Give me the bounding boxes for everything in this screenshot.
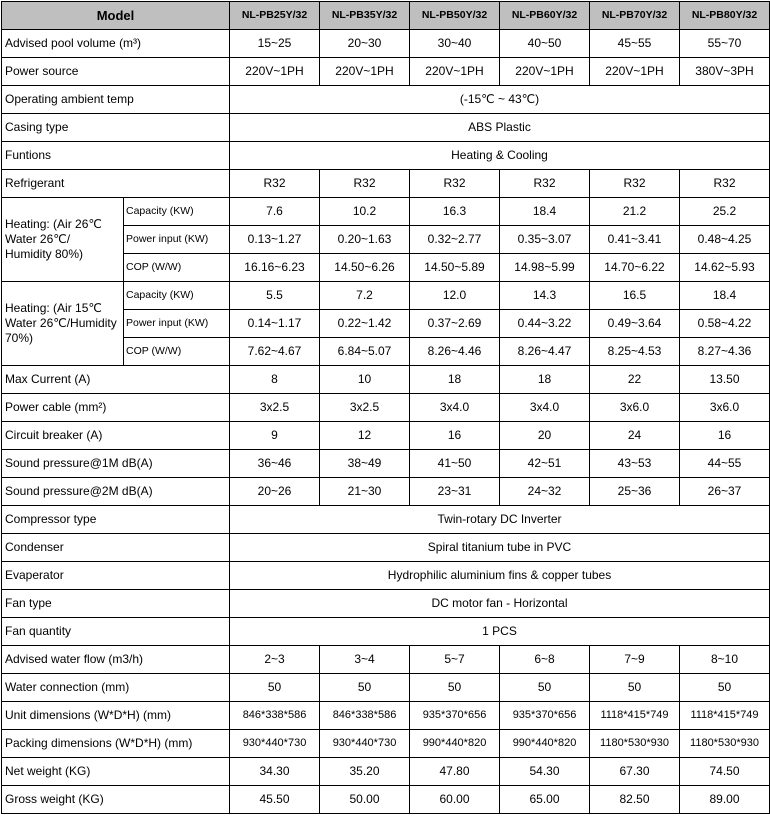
table-cell: 1180*530*930 (590, 730, 680, 758)
table-cell: 18.4 (500, 198, 590, 226)
table-cell: 13.50 (680, 366, 770, 394)
table-row-sound_1m (2, 450, 770, 478)
table-cell: 54.30 (500, 758, 590, 786)
table-cell: 23~31 (410, 478, 500, 506)
table-cell: 7.62~4.67 (230, 338, 320, 366)
table-cell-span: (-15℃ ~ 43℃) (230, 86, 770, 114)
table-cell: 0.58~4.22 (680, 310, 770, 338)
table-cell: 1118*415*749 (590, 702, 680, 730)
table-cell: 38~49 (320, 450, 410, 478)
row-sub-label: Power input (KW) (124, 310, 230, 338)
table-row-net_weight (2, 758, 770, 786)
row-sub-label: COP (W/W) (124, 254, 230, 282)
table-cell: 1118*415*749 (680, 702, 770, 730)
table-row-fan_type (2, 590, 770, 618)
table-cell: 3x2.5 (230, 394, 320, 422)
table-cell: 40~50 (500, 30, 590, 58)
table-cell: 65.00 (500, 786, 590, 814)
table-cell: 14.50~5.89 (410, 254, 500, 282)
row-label: Gross weight (KG) (2, 786, 230, 814)
table-row-max_current (2, 366, 770, 394)
table-cell: 12.0 (410, 282, 500, 310)
table-cell: 930*440*730 (230, 730, 320, 758)
table-row-water_flow (2, 646, 770, 674)
table-row-unit_dim (2, 702, 770, 730)
table-cell: 3x2.5 (320, 394, 410, 422)
table-cell: 50 (410, 674, 500, 702)
table-cell: 7~9 (590, 646, 680, 674)
table-cell: 0.44~3.22 (500, 310, 590, 338)
table-cell: 2~3 (230, 646, 320, 674)
header-model-name: NL-PB80Y/32 (680, 2, 770, 30)
header-model-name: NL-PB25Y/32 (230, 2, 320, 30)
table-cell: 45.50 (230, 786, 320, 814)
table-cell: 60.00 (410, 786, 500, 814)
row-label: Power source (2, 58, 230, 86)
table-cell: R32 (500, 170, 590, 198)
table-cell: 3x4.0 (410, 394, 500, 422)
table-cell: 16 (410, 422, 500, 450)
table-cell: 26~37 (680, 478, 770, 506)
table-cell: 12 (320, 422, 410, 450)
row-label: Water connection (mm) (2, 674, 230, 702)
row-group-label: Heating: (Air 26℃ Water 26℃/ Humidity 80%) (2, 198, 124, 282)
table-cell: 67.30 (590, 758, 680, 786)
row-label: Compressor type (2, 506, 230, 534)
table-cell: 0.32~2.77 (410, 226, 500, 254)
table-row-pack_dim (2, 730, 770, 758)
table-cell: R32 (590, 170, 680, 198)
table-cell: 20 (500, 422, 590, 450)
table-cell: 990*440*820 (500, 730, 590, 758)
table-cell: 20~26 (230, 478, 320, 506)
table-cell: 18 (500, 366, 590, 394)
table-cell: 50 (500, 674, 590, 702)
table-cell: 3x6.0 (680, 394, 770, 422)
table-cell: 0.22~1.42 (320, 310, 410, 338)
table-cell: 8.26~4.47 (500, 338, 590, 366)
table-cell: 0.20~1.63 (320, 226, 410, 254)
row-label: Fan quantity (2, 618, 230, 646)
table-cell: 14.62~5.93 (680, 254, 770, 282)
header-model-name: NL-PB70Y/32 (590, 2, 680, 30)
table-cell: 35.20 (320, 758, 410, 786)
table-cell: 7.2 (320, 282, 410, 310)
table-row-gross_weight (2, 786, 770, 814)
table-cell: 0.37~2.69 (410, 310, 500, 338)
table-cell: 55~70 (680, 30, 770, 58)
table-cell: 9 (230, 422, 320, 450)
table-cell: 18 (410, 366, 500, 394)
table-cell: 220V~1PH (230, 58, 320, 86)
table-row-functions (2, 142, 770, 170)
table-row-casing (2, 114, 770, 142)
table-cell: 0.48~4.25 (680, 226, 770, 254)
table-cell: 990*440*820 (410, 730, 500, 758)
header-model-name: NL-PB60Y/32 (500, 2, 590, 30)
row-sub-label: Capacity (KW) (124, 198, 230, 226)
table-cell: 220V~1PH (410, 58, 500, 86)
table-cell: 220V~1PH (500, 58, 590, 86)
row-label: Advised water flow (m3/h) (2, 646, 230, 674)
table-cell: 14.3 (500, 282, 590, 310)
header-model-name: NL-PB35Y/32 (320, 2, 410, 30)
table-cell: 50 (590, 674, 680, 702)
table-cell: 74.50 (680, 758, 770, 786)
table-row-compressor (2, 506, 770, 534)
table-row-evaporator (2, 562, 770, 590)
table-row-circuit_breaker (2, 422, 770, 450)
table-cell: 0.49~3.64 (590, 310, 680, 338)
table-row-refrigerant (2, 170, 770, 198)
table-cell: 10.2 (320, 198, 410, 226)
table-cell: 24~32 (500, 478, 590, 506)
table-cell: 14.50~6.26 (320, 254, 410, 282)
table-cell: 6~8 (500, 646, 590, 674)
table-cell: 45~55 (590, 30, 680, 58)
table-cell: 3x6.0 (590, 394, 680, 422)
table-cell: 16.5 (590, 282, 680, 310)
table-cell: 220V~1PH (590, 58, 680, 86)
table-cell: 16.16~6.23 (230, 254, 320, 282)
row-group-label: Heating: (Air 15℃ Water 26℃/Humidity 70%) (2, 282, 124, 366)
row-label: Condenser (2, 534, 230, 562)
table-cell: 82.50 (590, 786, 680, 814)
row-label: Sound pressure@2M dB(A) (2, 478, 230, 506)
table-cell: 6.84~5.07 (320, 338, 410, 366)
row-label: Funtions (2, 142, 230, 170)
table-cell: 0.14~1.17 (230, 310, 320, 338)
table-cell: 3~4 (320, 646, 410, 674)
table-cell: 846*338*586 (230, 702, 320, 730)
row-sub-label: COP (W/W) (124, 338, 230, 366)
table-cell-span: Spiral titanium tube in PVC (230, 534, 770, 562)
table-cell: 34.30 (230, 758, 320, 786)
table-cell-span: ABS Plastic (230, 114, 770, 142)
table-cell: 25.2 (680, 198, 770, 226)
row-label: Circuit breaker (A) (2, 422, 230, 450)
table-cell: 380V~3PH (680, 58, 770, 86)
table-row-power_cable (2, 394, 770, 422)
table-cell: 0.13~1.27 (230, 226, 320, 254)
header-model-label: Model (2, 2, 230, 30)
table-cell: 42~51 (500, 450, 590, 478)
row-label: Sound pressure@1M dB(A) (2, 450, 230, 478)
row-label: Power cable (mm²) (2, 394, 230, 422)
table-cell: 41~50 (410, 450, 500, 478)
table-cell: 935*370*656 (410, 702, 500, 730)
table-cell: R32 (680, 170, 770, 198)
table-cell: 0.41~3.41 (590, 226, 680, 254)
table-cell: 8.25~4.53 (590, 338, 680, 366)
table-cell: 18.4 (680, 282, 770, 310)
header-model-name: NL-PB50Y/32 (410, 2, 500, 30)
row-label: Casing type (2, 114, 230, 142)
table-cell: 8 (230, 366, 320, 394)
table-cell: 846*338*586 (320, 702, 410, 730)
table-row-pool_volume (2, 30, 770, 58)
table-cell: 8.26~4.46 (410, 338, 500, 366)
table-cell: 47.80 (410, 758, 500, 786)
row-label: Fan type (2, 590, 230, 618)
row-label: Advised pool volume (m³) (2, 30, 230, 58)
row-sub-label: Capacity (KW) (124, 282, 230, 310)
table-cell: 3x4.0 (500, 394, 590, 422)
row-label: Evaperator (2, 562, 230, 590)
row-label: Unit dimensions (W*D*H) (mm) (2, 702, 230, 730)
table-cell: 8~10 (680, 646, 770, 674)
table-cell: 5~7 (410, 646, 500, 674)
table-cell: 935*370*656 (500, 702, 590, 730)
table-cell: 89.00 (680, 786, 770, 814)
table-cell: 21.2 (590, 198, 680, 226)
table-cell-span: Hydrophilic aluminium fins & copper tubes (230, 562, 770, 590)
table-row-condenser (2, 534, 770, 562)
table-cell: 1180*530*930 (680, 730, 770, 758)
table-row-ambient_temp (2, 86, 770, 114)
table-row-fan_qty (2, 618, 770, 646)
table-cell: 16.3 (410, 198, 500, 226)
row-label: Refrigerant (2, 170, 230, 198)
table-cell: 8.27~4.36 (680, 338, 770, 366)
table-row-water_conn (2, 674, 770, 702)
table-cell: 20~30 (320, 30, 410, 58)
table-cell: 22 (590, 366, 680, 394)
row-label: Operating ambient temp (2, 86, 230, 114)
table-cell: 0.35~3.07 (500, 226, 590, 254)
table-row-heating2-capacity (2, 282, 770, 310)
table-row-power_source (2, 58, 770, 86)
table-cell: 25~36 (590, 478, 680, 506)
table-cell: 50 (320, 674, 410, 702)
table-cell: R32 (410, 170, 500, 198)
row-label: Net weight (KG) (2, 758, 230, 786)
table-cell: 36~46 (230, 450, 320, 478)
table-cell: 14.98~5.99 (500, 254, 590, 282)
table-row-sound_2m (2, 478, 770, 506)
table-cell: 50 (230, 674, 320, 702)
table-cell-span: Heating & Cooling (230, 142, 770, 170)
table-cell-span: DC motor fan - Horizontal (230, 590, 770, 618)
table-cell: 43~53 (590, 450, 680, 478)
table-cell: 7.6 (230, 198, 320, 226)
row-label: Packing dimensions (W*D*H) (mm) (2, 730, 230, 758)
table-cell: 44~55 (680, 450, 770, 478)
table-cell: 24 (590, 422, 680, 450)
row-sub-label: Power input (KW) (124, 226, 230, 254)
header-row (2, 2, 770, 30)
table-cell: 5.5 (230, 282, 320, 310)
table-cell: 10 (320, 366, 410, 394)
table-cell-span: Twin-rotary DC Inverter (230, 506, 770, 534)
table-cell-span: 1 PCS (230, 618, 770, 646)
table-cell: R32 (320, 170, 410, 198)
table-cell: 930*440*730 (320, 730, 410, 758)
table-cell: 50 (680, 674, 770, 702)
spec-table (1, 1, 770, 814)
row-label: Max Current (A) (2, 366, 230, 394)
table-cell: 16 (680, 422, 770, 450)
table-cell: R32 (230, 170, 320, 198)
table-cell: 21~30 (320, 478, 410, 506)
table-cell: 50.00 (320, 786, 410, 814)
table-cell: 14.70~6.22 (590, 254, 680, 282)
table-cell: 15~25 (230, 30, 320, 58)
table-row-heating1-capacity (2, 198, 770, 226)
table-cell: 30~40 (410, 30, 500, 58)
table-cell: 220V~1PH (320, 58, 410, 86)
